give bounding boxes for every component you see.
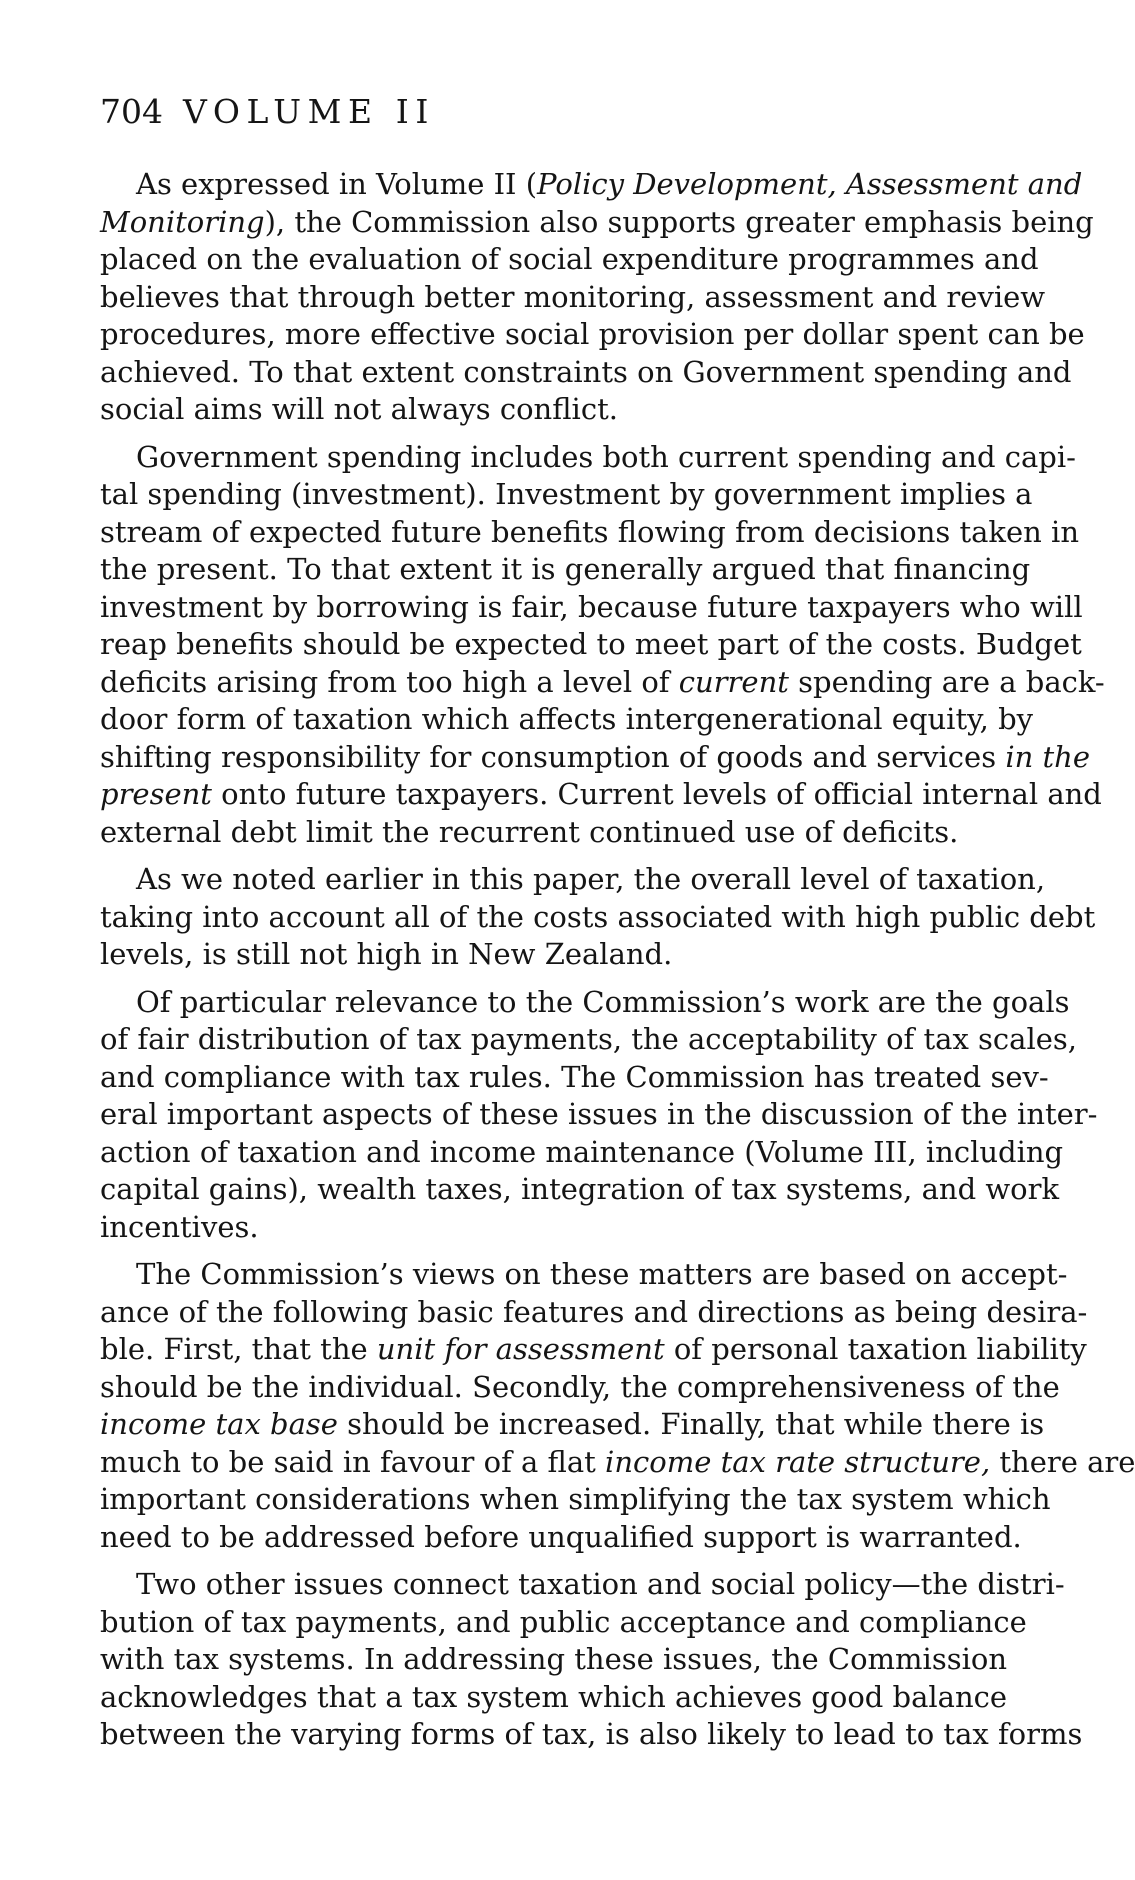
text-line [100, 391, 1004, 429]
text-run: deficits arising from too high a level of [100, 664, 679, 699]
paragraph [100, 1566, 1083, 1754]
text-run: capital gains), wealth taxes, integration of tax systems, and work [100, 1172, 1060, 1206]
text-run: levels, is still not high in New Zealand. [100, 937, 673, 971]
text-line [100, 1604, 1027, 1642]
text-line [100, 589, 1083, 627]
page-number: 704 [100, 92, 163, 131]
text-line [100, 354, 1072, 392]
italic-text: present [100, 777, 212, 811]
text-line [100, 626, 1082, 664]
text-run: of personal taxation liability [664, 1332, 1087, 1366]
text-line [100, 1209, 1004, 1247]
text-line [100, 551, 1031, 589]
paragraph [100, 439, 1105, 852]
text-line [100, 279, 1046, 317]
text-run: of fair distribution of tax payments, the acceptability of tax scales, [100, 1022, 1077, 1056]
text-run: stream of expected future benefits flowing from decisions taken in [100, 514, 1080, 549]
text-line [100, 1444, 1135, 1482]
text-line [100, 1021, 1077, 1059]
text-run: important considerations when simplifying the tax system which [100, 1482, 1051, 1516]
text-line [100, 439, 1076, 477]
text-run: placed on the evaluation of social expenditure programmes and [100, 242, 1039, 276]
text-run: between the varying forms of tax, is also likely to lead to tax forms [100, 1717, 1083, 1751]
text-run: incentives. [100, 1209, 259, 1244]
text-run: believes that through better monitoring, assessment and review [100, 279, 1046, 314]
text-line [100, 1519, 1022, 1557]
text-run: tal spending (investment). Investment by government implies a [100, 477, 1033, 511]
text-line [100, 1096, 1098, 1134]
text-run: need to be addressed before unqualified support is warranted. [100, 1519, 1022, 1554]
text-line [100, 1059, 1049, 1097]
text-line [100, 1406, 1045, 1444]
text-line [100, 1331, 1087, 1369]
text-line [100, 1566, 1065, 1604]
italic-text: current [678, 664, 789, 699]
text-run: and compliance with tax rules. The Commission has treated sev- [100, 1059, 1049, 1094]
text-line [100, 664, 1105, 702]
text-run: action of taxation and income maintenance (Volume III, including [100, 1134, 1064, 1169]
paragraph [100, 1256, 1135, 1556]
text-run: there are [990, 1444, 1135, 1479]
text-run: reap benefits should be expected to meet part of the costs. Budget [100, 627, 1082, 661]
text-line [100, 316, 1085, 354]
text-run: taking into account all of the costs associated with high public debt [100, 899, 1096, 934]
paragraph [100, 861, 1096, 974]
volume-label: VOLUME II [183, 92, 436, 131]
text-run: social aims will not always conflict. [100, 392, 618, 426]
text-run: ance of the following basic features and directions as being desira- [100, 1294, 1088, 1329]
text-run: The Commission’s views on these matters are based on accept- [136, 1257, 1068, 1291]
text-run: As expressed in Volume II ( [136, 167, 538, 201]
italic-text: income tax rate structure, [605, 1444, 991, 1479]
text-line [100, 776, 1102, 814]
text-line [100, 1134, 1064, 1172]
text-run: should be increased. Finally, that while there is [337, 1407, 1045, 1441]
text-line [100, 701, 1034, 739]
text-line [100, 204, 1094, 242]
text-run: spending are a back- [788, 664, 1105, 699]
text-line [100, 936, 1004, 974]
text-run: eral important aspects of these issues in the discussion of the inter- [100, 1097, 1098, 1131]
text-line [100, 899, 1096, 937]
text-line [100, 1294, 1088, 1332]
italic-text: unit for assessment [376, 1332, 665, 1366]
text-line [100, 1171, 1060, 1209]
text-run: achieved. To that extent constraints on Government spending and [100, 354, 1072, 389]
paragraph [100, 984, 1098, 1247]
text-run: ble. First, that the [100, 1332, 377, 1366]
text-run: external debt limit the recurrent continued use of deficits. [100, 814, 959, 849]
text-run: onto future taxpayers. Current levels of official internal and [211, 777, 1102, 811]
text-run: acknowledges that a tax system which achieves good balance [100, 1679, 1008, 1714]
text-run: should be the individual. Secondly, the comprehensiveness of the [100, 1369, 1060, 1404]
paragraph [100, 166, 1094, 429]
text-line [100, 476, 1033, 514]
text-line [100, 514, 1080, 552]
text-line [100, 1641, 1008, 1679]
text-line [100, 739, 1090, 777]
text-line [100, 984, 1070, 1022]
text-line [100, 1716, 1083, 1754]
text-line [100, 166, 1083, 204]
text-run: shifting responsibility for consumption of goods and services [100, 739, 1006, 774]
text-run: Two other issues connect taxation and social policy—the distri- [136, 1567, 1065, 1601]
text-run: much to be said in favour of a flat [100, 1444, 606, 1479]
body-text [100, 166, 1135, 1754]
text-line [100, 861, 1046, 899]
italic-text: income tax base [100, 1407, 338, 1441]
text-run: door form of taxation which affects intergenerational equity, by [100, 702, 1034, 736]
italic-text: in the [1005, 739, 1090, 774]
text-run: Of particular relevance to the Commission’s work are the goals [136, 984, 1070, 1019]
text-run: investment by borrowing is fair, because future taxpayers who will [100, 589, 1083, 624]
italic-text: Monitoring [100, 204, 265, 239]
text-run: with tax systems. In addressing these issues, the Commission [100, 1642, 1008, 1676]
text-line [100, 814, 1004, 852]
running-head [100, 92, 435, 132]
text-run: As we noted earlier in this paper, the overall level of taxation, [136, 862, 1046, 896]
text-run: bution of tax payments, and public acceptance and compliance [100, 1604, 1027, 1639]
text-line [100, 1679, 1008, 1717]
text-run: ), the Commission also supports greater emphasis being [264, 204, 1094, 239]
text-line [100, 1369, 1060, 1407]
text-line [100, 1481, 1051, 1519]
text-run: the present. To that extent it is generally argued that financing [100, 552, 1031, 586]
text-line [100, 1256, 1068, 1294]
text-run: Government spending includes both current spending and capi- [136, 439, 1076, 474]
text-line [100, 241, 1039, 279]
text-run: procedures, more effective social provision per dollar spent can be [100, 317, 1085, 351]
italic-text: Policy Development, Assessment and [537, 167, 1083, 201]
